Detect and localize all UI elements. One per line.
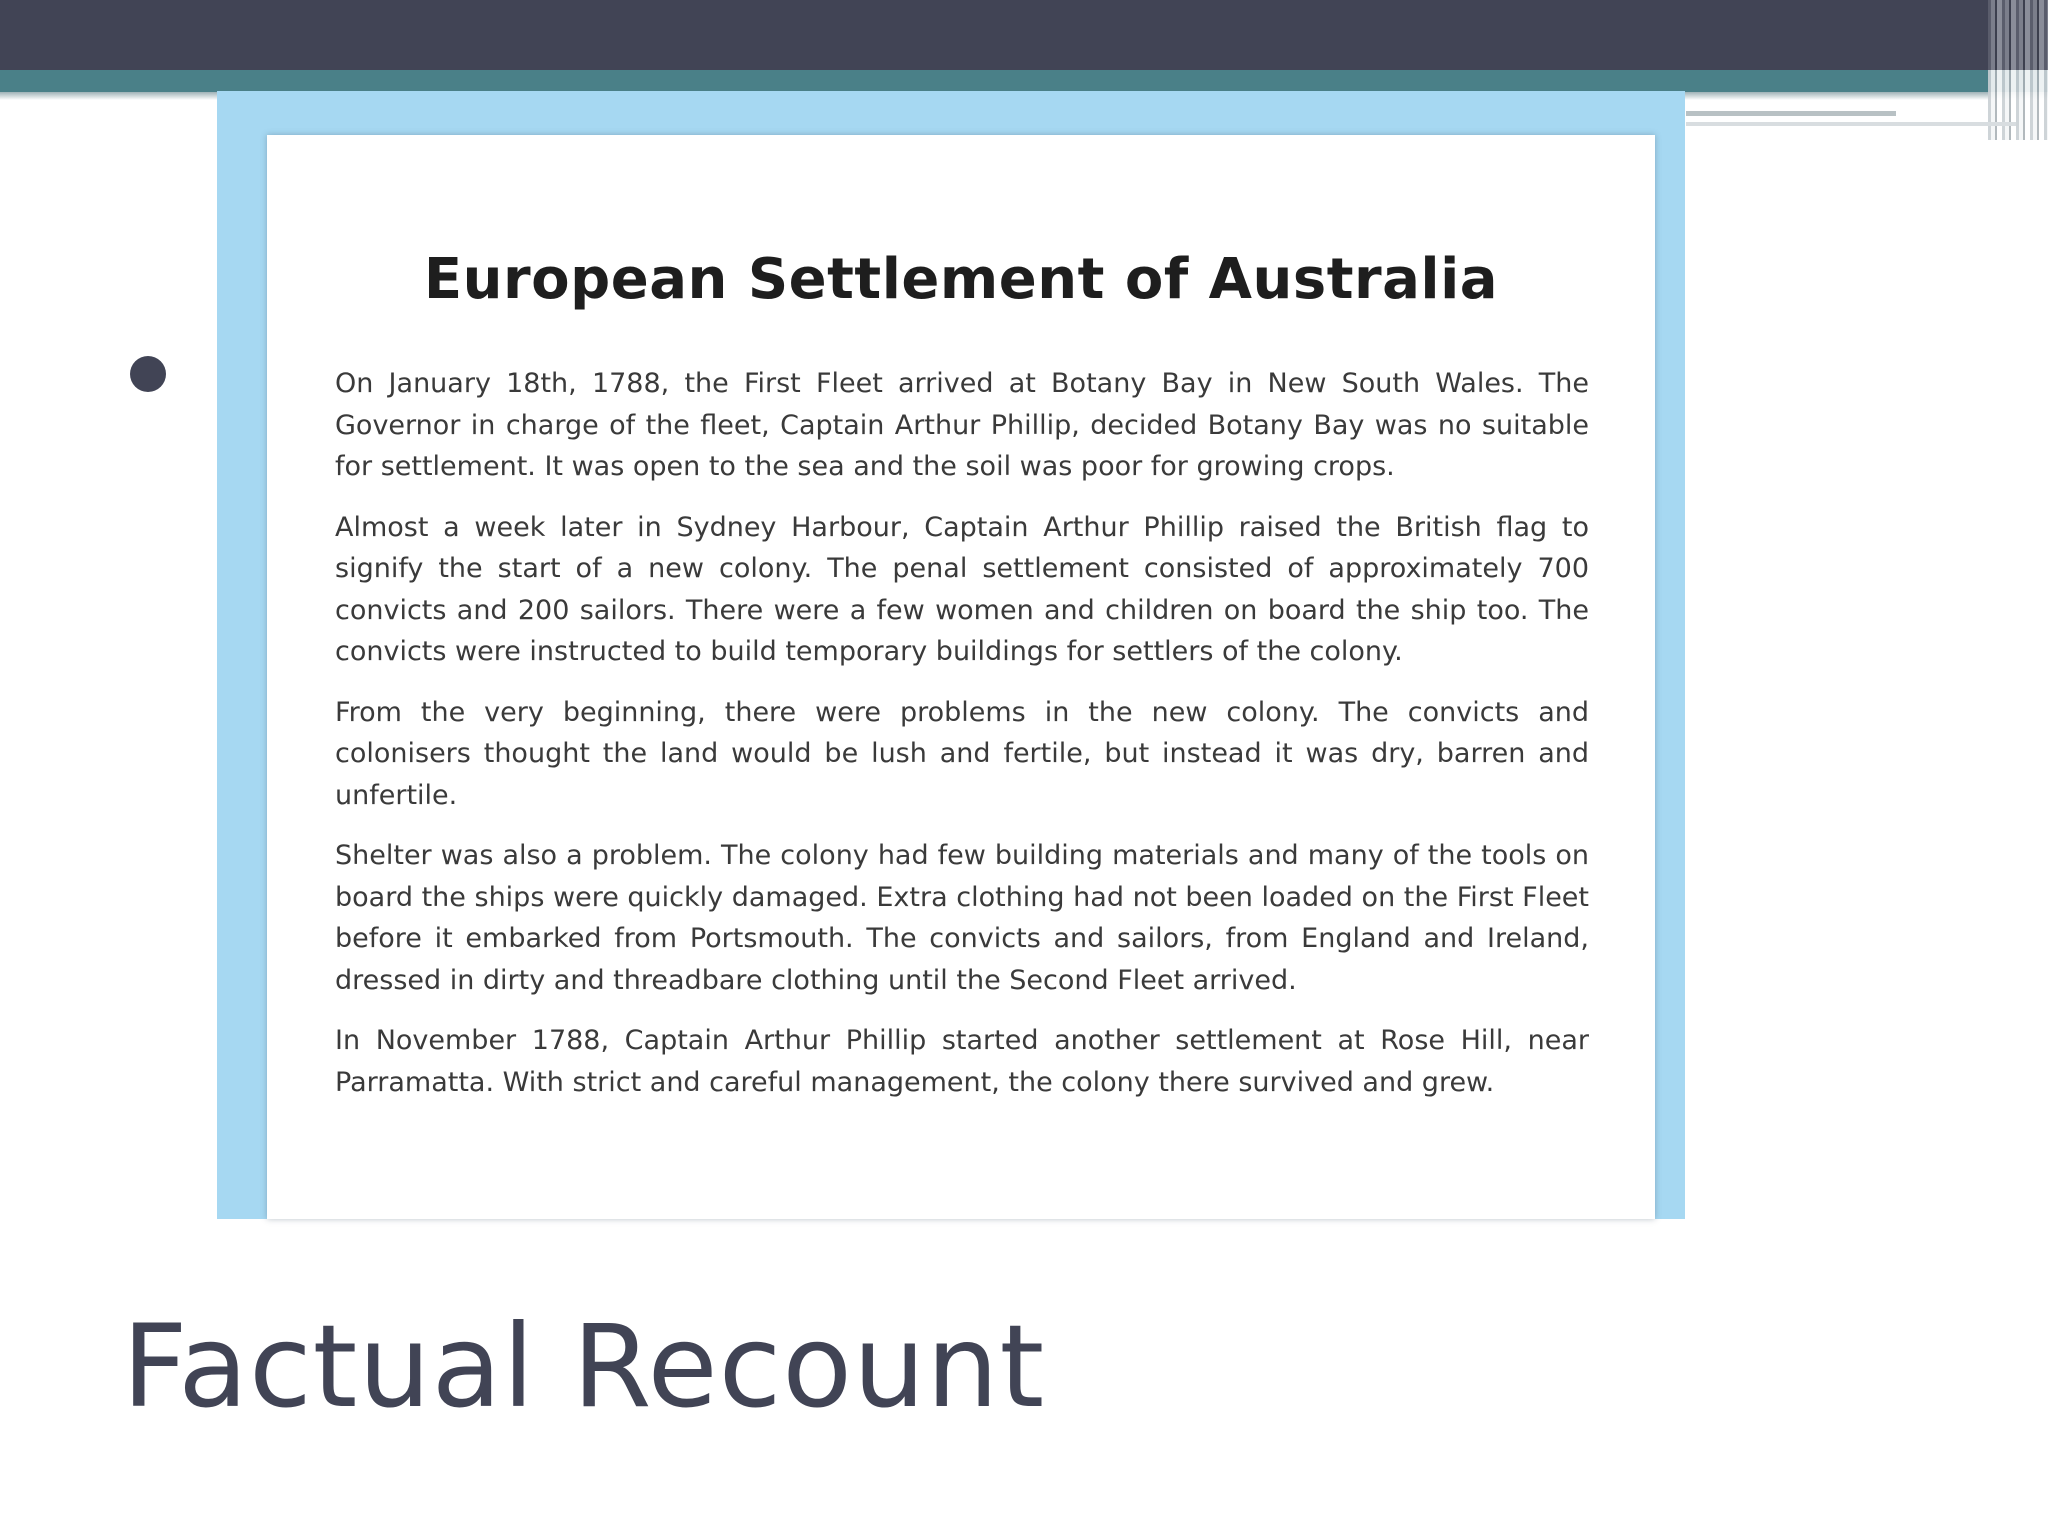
decorative-stripes-dark	[1988, 0, 2048, 70]
worksheet-image	[217, 91, 1685, 1219]
paragraph: Shelter was also a problem. The colony had few building materials and many of the tools on board the ships were quickly damaged. Extra clothing had not been loaded on the First Fleet before it embarked from Portsmouth. The convicts and sailors, from England and Ireland, dressed in dirty and threadbare clothing until the Second Fleet arrived.	[335, 840, 1589, 996]
paragraph: In November 1788, Captain Arthur Phillip started another settlement at Rose Hill, near Parramatta. With strict and careful management, the colony there survived and grew.	[335, 1025, 1589, 1098]
paragraph: From the very beginning, there were problems in the new colony. The convicts and colonisers thought the land would be lush and fertile, but instead it was dry, barren and unfertile.	[335, 696, 1589, 811]
worksheet-page	[267, 135, 1655, 1219]
worksheet-title: European Settlement of Australia	[423, 247, 1499, 312]
worksheet-body	[335, 363, 1589, 1122]
paragraph: Almost a week later in Sydney Harbour, Captain Arthur Phillip raised the British flag to signify the start of a new colony. The penal settlement consisted of approximately 700 convicts and 200 sailors. There were a few women and children on board the ship too. The convicts were instructed to build temporary buildings for settlers of the colony.	[335, 511, 1589, 667]
header-bar	[0, 0, 2048, 70]
header-accent-bar	[0, 70, 2048, 92]
header-rule-secondary	[1686, 122, 2016, 126]
header-rule	[1686, 111, 1896, 116]
bullet-icon	[130, 356, 166, 392]
slide-title: Factual Recount	[122, 1300, 1046, 1433]
paragraph: On January 18th, 1788, the First Fleet arrived at Botany Bay in New South Wales. The Governor in charge of the fleet, Captain Arthur Phillip, decided Botany Bay was no suitable for settlement. It was open to the sea and the soil was poor for growing crops.	[335, 368, 1589, 482]
